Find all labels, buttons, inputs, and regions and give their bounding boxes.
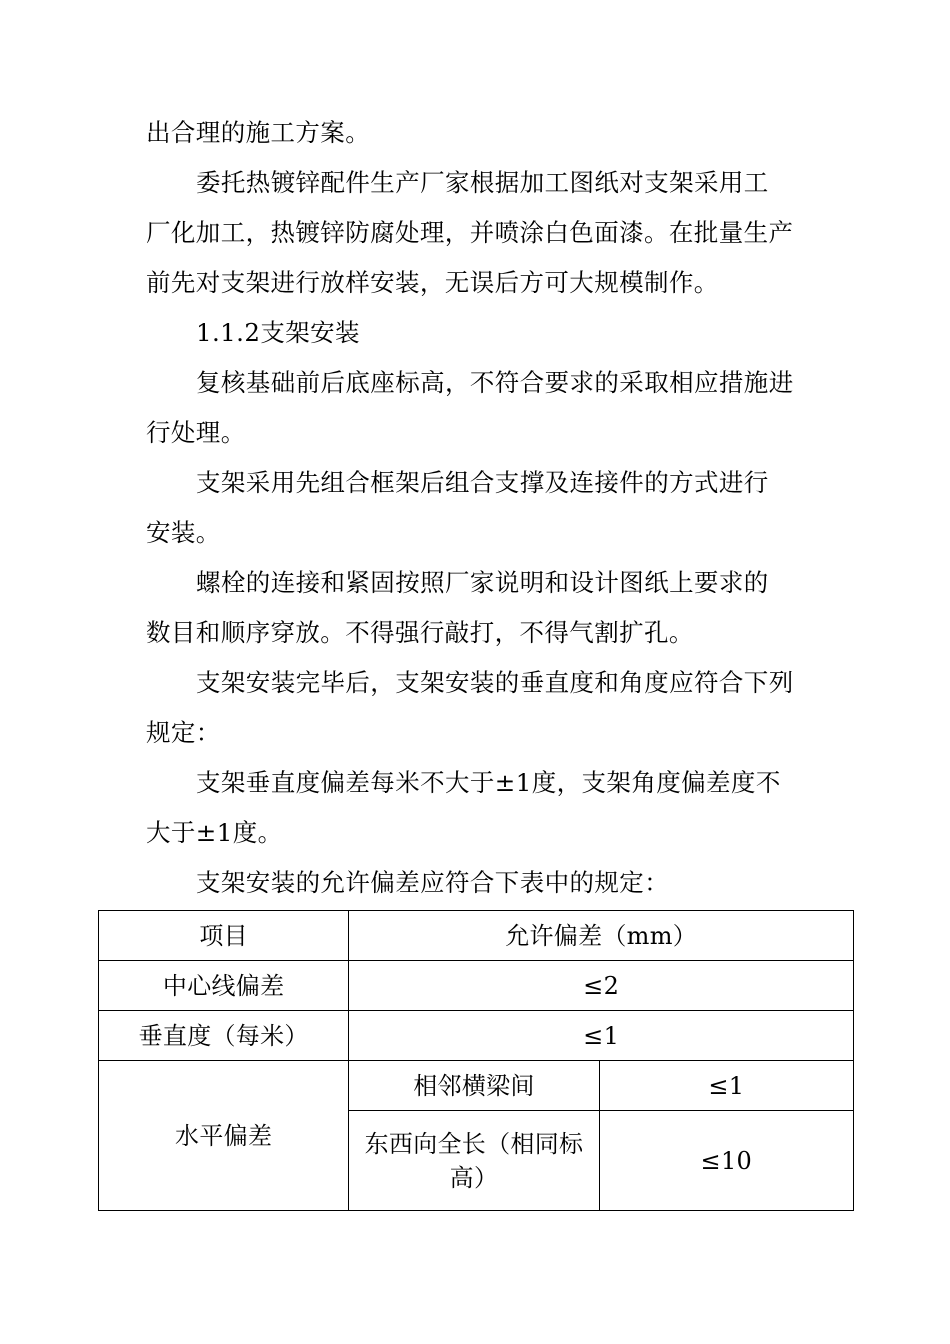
paragraph-line: 复核基础前后底座标高，不符合要求的采取相应措施进: [196, 368, 794, 397]
table-row: [99, 1011, 854, 1061]
paragraph-line: 支架垂直度偏差每米不大于±1度，支架角度偏差度不: [196, 768, 781, 797]
table-intro: 支架安装的允许偏差应符合下表中的规定：: [196, 868, 670, 897]
table-header-row: [99, 911, 854, 961]
paragraph-line: 出合理的施工方案。: [146, 118, 371, 147]
sub-item-cell: 相邻横梁间: [349, 1061, 599, 1111]
value-cell: ≤1: [599, 1061, 853, 1111]
table-row: [99, 961, 854, 1011]
header-item-cell: 项目: [99, 911, 349, 961]
header-tolerance-cell: 允许偏差（mm）: [349, 911, 854, 961]
item-cell: 中心线偏差: [99, 961, 349, 1011]
paragraph-line: 安装。: [146, 518, 221, 547]
item-cell: 垂直度（每米）: [99, 1011, 349, 1061]
item-cell: 水平偏差: [99, 1061, 349, 1211]
paragraph-line: 大于±1度。: [146, 818, 283, 847]
value-cell: ≤1: [349, 1011, 854, 1061]
paragraph-line: 支架采用先组合框架后组合支撑及连接件的方式进行: [196, 468, 769, 497]
value-cell: ≤10: [599, 1111, 853, 1211]
section-heading: 1.1.2支架安装: [196, 318, 360, 347]
paragraph-line: 前先对支架进行放样安装，无误后方可大规模制作。: [146, 268, 719, 297]
paragraph-line: 螺栓的连接和紧固按照厂家说明和设计图纸上要求的: [196, 568, 769, 597]
paragraph-line: 数目和顺序穿放。不得强行敲打，不得气割扩孔。: [146, 618, 694, 647]
paragraph-line: 厂化加工，热镀锌防腐处理，并喷涂白色面漆。在批量生产: [146, 218, 794, 247]
paragraph-line: 行处理。: [146, 418, 246, 447]
paragraph-line: 规定：: [146, 718, 221, 747]
table-row: [99, 1061, 854, 1111]
paragraph-line: 委托热镀锌配件生产厂家根据加工图纸对支架采用工: [196, 168, 769, 197]
value-cell: ≤2: [349, 961, 854, 1011]
paragraph-line: 支架安装完毕后，支架安装的垂直度和角度应符合下列: [196, 668, 794, 697]
sub-item-cell: 东西向全长（相同标高）: [349, 1111, 599, 1211]
tolerance-table: [98, 910, 854, 1211]
